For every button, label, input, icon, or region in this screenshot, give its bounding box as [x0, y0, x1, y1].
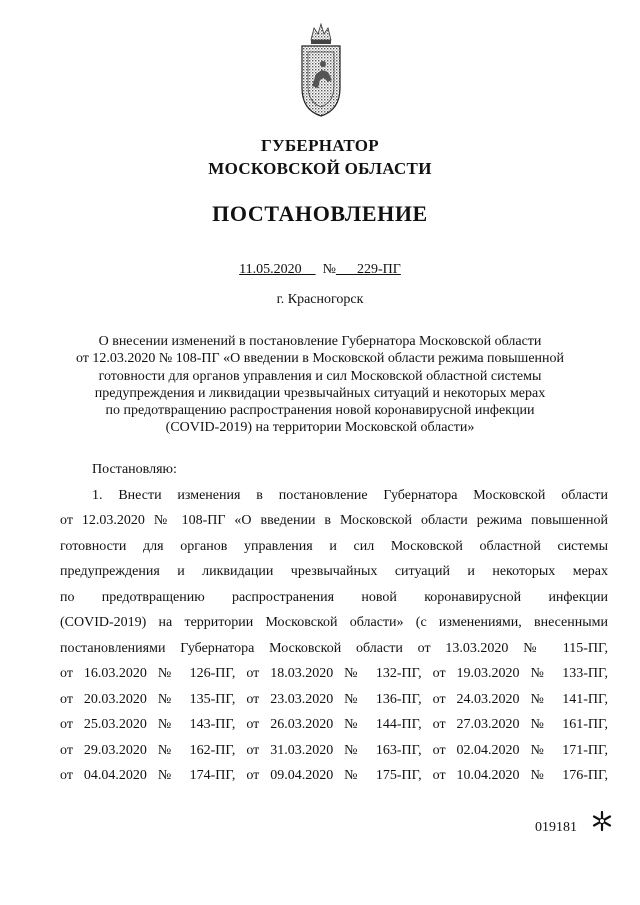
title-line: по предотвращению распространения новой коронавирусной инфекции [105, 403, 535, 419]
body-line: 1. Внести изменения в постановление Губернатора Московской области [92, 487, 608, 503]
title-line: от 12.03.2020 № 108-ПГ «О введении в Московской области режима повышенной [75, 351, 565, 367]
body-line: (COVID-2019) на территории Московской области» (с изменениями, внесенными [60, 615, 608, 630]
title-line: (COVID-2019) на территории Московской области» [165, 420, 475, 436]
document-date: 11.05.2020 [239, 262, 302, 277]
body-line: от 29.03.2020 № 162-ПГ, от 31.03.2020 № 163-ПГ, от 02.04.2020 № 171-ПГ, [60, 742, 608, 758]
document-number: 229-ПГ [356, 262, 401, 277]
document-type: ПОСТАНОВЛЕНИЕ [212, 201, 428, 226]
body-line: от 25.03.2020 № 143-ПГ, от 26.03.2020 № 144-ПГ, от 27.03.2020 № 161-ПГ, [60, 717, 608, 732]
body-line: от 04.04.2020 № 174-ПГ, от 09.04.2020 № 175-ПГ, от 10.04.2020 № 176-ПГ, [60, 768, 608, 783]
asterisk-mark-icon [591, 810, 613, 832]
title-line: О внесении изменений в постановление Губернатора Московской области [98, 334, 542, 349]
body-line: от 20.03.2020 № 135-ПГ, от 23.03.2020 № 136-ПГ, от 24.03.2020 № 141-ПГ, [60, 691, 608, 707]
body-line: от 12.03.2020 № 108-ПГ «О введении в Московской области режима повышенной [60, 513, 608, 528]
authority-line-1: ГУБЕРНАТОР [261, 136, 379, 155]
authority-line-2: МОСКОВСКОЙ ОБЛАСТИ [208, 159, 432, 178]
body-line: постановлениями Губернатора Московской области от 13.03.2020 № 115-ПГ, [60, 640, 608, 656]
resolve-line: Постановляю: [92, 462, 177, 477]
body-line: предупреждения и ликвидации чрезвычайных ситуаций и некоторых мерах [60, 564, 608, 579]
body-line: по предотвращению распространения новой коронавирусной инфекции [60, 589, 608, 605]
document-body [60, 457, 608, 789]
document-serial-code: 019181 [535, 820, 577, 835]
title-line: предупреждения и ликвидации чрезвычайных ситуаций и некоторых мерах [94, 385, 546, 401]
coat-of-arms-icon [294, 18, 348, 120]
document-title [0, 333, 640, 437]
date-number-line [0, 262, 640, 278]
body-line: готовности для органов управления и сил Московской областной системы [60, 538, 608, 554]
body-line: от 16.03.2020 № 126-ПГ, от 18.03.2020 № 132-ПГ, от 19.03.2020 № 133-ПГ, [60, 666, 608, 681]
number-sign: № [322, 262, 336, 277]
title-line: готовности для органов управления и сил Московской областной системы [98, 368, 542, 384]
city: г. Красногорск [276, 292, 364, 307]
